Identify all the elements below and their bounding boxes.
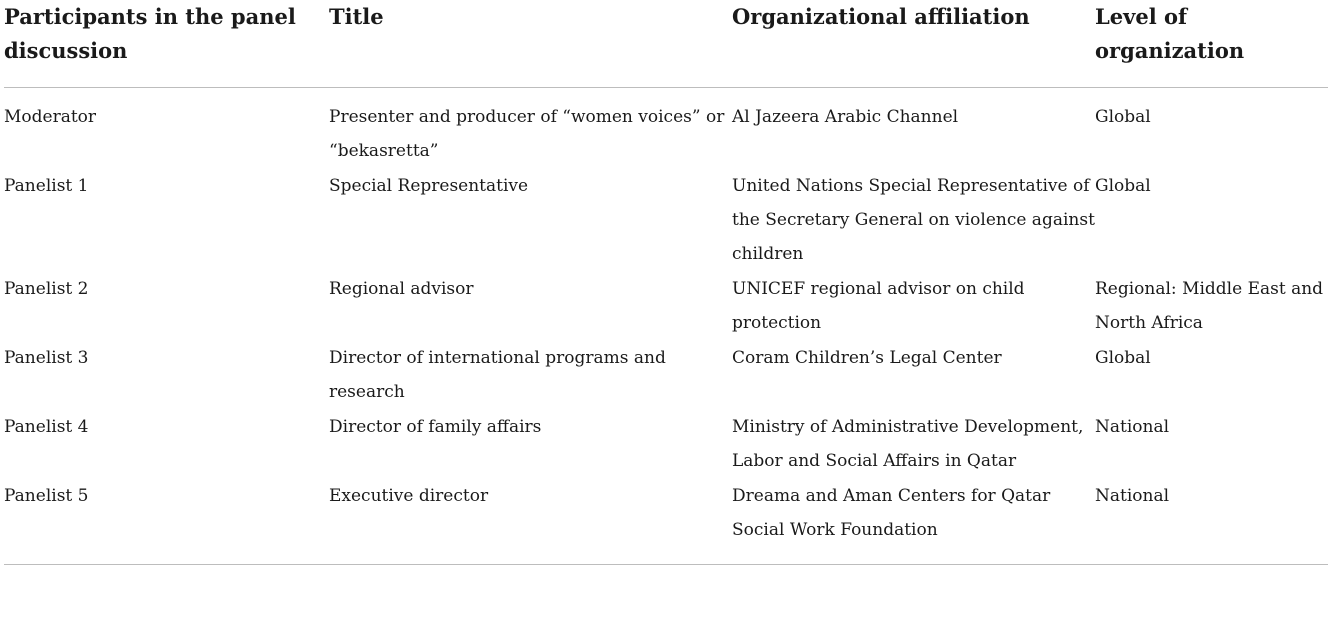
table-row (4, 409, 1328, 478)
participant-cell: Moderator (4, 107, 97, 127)
affiliation-cell: UNICEF regional advisor on child protection (732, 279, 1025, 333)
title-cell: Special Representative (329, 176, 529, 196)
table-row (4, 168, 1328, 271)
affiliation-cell: Ministry of Administrative Development, Labor and Social Affairs in Qatar (732, 417, 1084, 471)
participant-cell: Panelist 2 (4, 279, 89, 299)
level-cell: National (1095, 478, 1328, 565)
level-cell: National (1095, 417, 1170, 437)
header-level-of-organization: Level of organization (1095, 0, 1328, 88)
title-cell: Presenter and producer of “women voices” or “bekasretta” (329, 107, 725, 161)
table-body (4, 88, 1328, 565)
panel-participants-table (4, 0, 1328, 565)
header-organizational-affiliation: Organizational affiliation (732, 0, 1095, 88)
affiliation-cell: Coram Children’s Legal Center (732, 348, 1002, 368)
affiliation-cell: Dreama and Aman Centers for Qatar Social Work Foundation (732, 478, 1095, 565)
affiliation-cell: Al Jazeera Arabic Channel (732, 107, 959, 127)
header-title: Title (329, 0, 732, 88)
header-row (4, 0, 1328, 88)
level-cell: Global (1095, 348, 1151, 368)
participants-table (4, 0, 1328, 565)
participant-cell: Panelist 3 (4, 348, 89, 368)
table-row (4, 271, 1328, 340)
header-participants: Participants in the panel discussion (4, 0, 329, 88)
level-cell: Regional: Middle East and North Africa (1095, 279, 1324, 333)
title-cell: Regional advisor (329, 279, 474, 299)
title-cell: Director of international programs and research (329, 348, 666, 402)
level-cell: Global (1095, 107, 1151, 127)
table-header (4, 0, 1328, 88)
affiliation-cell: United Nations Special Representative of the Secretary General on violence against children (732, 176, 1095, 264)
title-cell: Executive director (329, 478, 732, 565)
title-cell: Director of family affairs (329, 417, 542, 437)
level-cell: Global (1095, 176, 1151, 196)
participant-cell: Panelist 4 (4, 417, 89, 437)
table-row (4, 478, 1328, 565)
participant-cell: Panelist 1 (4, 176, 89, 196)
participant-cell: Panelist 5 (4, 478, 329, 565)
table-row (4, 88, 1328, 169)
table-row (4, 340, 1328, 409)
